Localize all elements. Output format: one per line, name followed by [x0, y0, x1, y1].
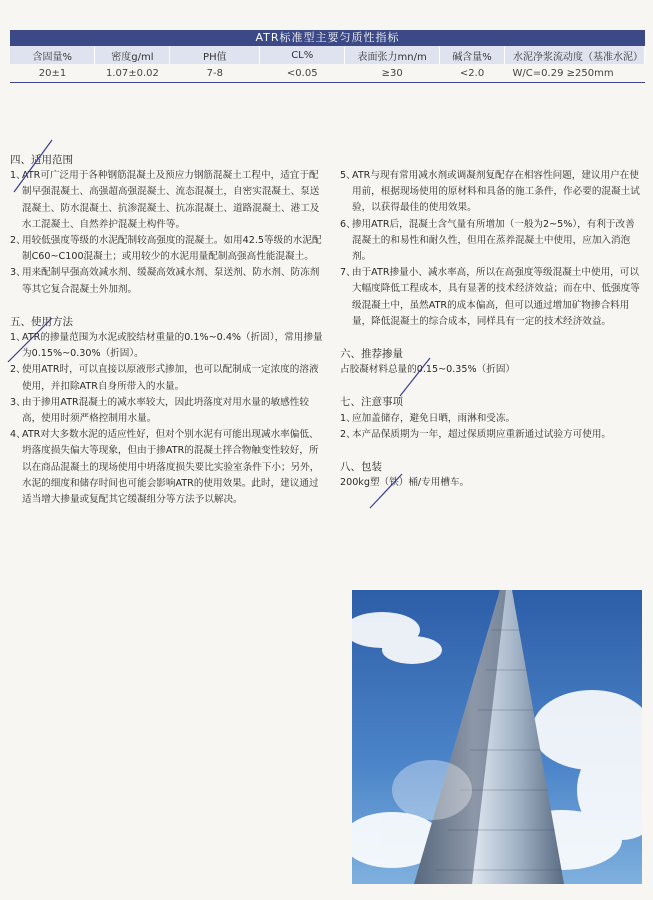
- item-number: 3、: [10, 396, 26, 408]
- item-number: 2、: [10, 364, 26, 376]
- item-text: ATR与现有常用减水剂或调凝剂复配存在相容性问题，建议用户在使用前，根据现场使用的原材料和具备的施工条件，作必要的混凝土试验，以获得最佳的使用效果。: [352, 170, 640, 214]
- pen-stroke-section8: [370, 474, 402, 508]
- item-number: 3、: [10, 267, 26, 279]
- header-fluidity: 水泥净浆流动度（基准水泥）: [505, 46, 645, 64]
- item-number: 5、: [340, 170, 356, 181]
- item-text: 由于掺用ATR混凝土的减水率较大，因此坍落度对用水量的敏感性较高，使用时须严格控制用水量。: [22, 396, 309, 425]
- sun-glare: [392, 760, 472, 820]
- section-6-heading: 六、推荐掺量: [340, 348, 403, 361]
- section-5-heading: 五、使用方法: [10, 315, 73, 328]
- value-alkali: <2.0: [440, 64, 505, 83]
- skyscraper-photo: [352, 590, 642, 884]
- section-8-heading: 八、包装: [340, 461, 382, 474]
- value-density: 1.07±0.02: [95, 64, 170, 83]
- item-number: 4、: [10, 429, 26, 441]
- item-number: 1、: [10, 332, 26, 344]
- item-text: 应加盖储存，避免日晒，雨淋和受冻。: [352, 412, 516, 424]
- header-ph: PH值: [170, 46, 260, 64]
- pen-stroke-section4: [14, 140, 52, 192]
- item-number: 1、: [340, 412, 356, 424]
- value-fluidity: W/C=0.29 ≥250mm: [505, 64, 645, 83]
- pen-stroke-section6: [400, 358, 430, 396]
- item-text: 使用ATR时，可以直接以原液形式掺加，也可以配制成一定浓度的溶液使用，并扣除ATR自身所带入的水量。: [22, 364, 319, 392]
- item-number: 2、: [340, 428, 356, 440]
- item-text: ATR的掺量范围为水泥或胶结材重量的0.1%~0.4%（折固），常用掺量为0.15%~0.30%（折固）。: [22, 332, 323, 360]
- item-text: 本产品保质期为一年，超过保质期应重新通过试验方可使用。: [352, 428, 612, 440]
- header-chloride: CL%: [260, 46, 345, 64]
- skyscraper-illustration: [352, 590, 642, 884]
- header-density: 密度g/ml: [95, 46, 170, 64]
- item-text: 由于ATR掺量小、减水率高，所以在高强度等级混凝土中使用，可以大幅度降低工程成本，具有显著的技术经济效益；而在中、低强度等级混凝土中，虽然ATR的成本偏高，但可以通过增加矿物掺合料用量，降低混凝土的综合成本，同样具有一定的技术经济效益。: [352, 267, 640, 327]
- section-6-text: 占胶凝材料总量的0.15~0.35%（折固）: [340, 364, 516, 376]
- item-number: 7、: [340, 267, 356, 279]
- item-text: ATR可广泛用于各种钢筋混凝土及预应力钢筋混凝土工程中，适宜于配制早强混凝土、高强超高强混凝土、流态混凝土，自密实混凝土、泵送混凝土、防水混凝土、抗渗混凝土、抗冻混凝土、道路混凝土、港工及水工混凝土、自然养护混凝土构件等。: [22, 170, 320, 230]
- value-surface-tension: ≥30: [345, 64, 440, 83]
- value-ph: 7-8: [170, 64, 260, 83]
- header-solid-content: 含固量%: [10, 46, 95, 64]
- value-chloride: <0.05: [260, 64, 345, 83]
- header-surface-tension: 表面张力mn/m: [345, 46, 440, 64]
- pen-stroke-section5: [8, 318, 52, 362]
- spec-table-title: ATR标准型主要匀质性指标: [10, 30, 645, 46]
- item-number: 1、: [10, 170, 26, 182]
- header-alkali: 碱含量%: [440, 46, 505, 64]
- item-text: ATR对大多数水泥的适应性好，但对个别水泥有可能出现减水率偏低、坍落度损失偏大等现象，但由于掺ATR的混凝土拌合物触变性较好，所以在商品混凝土的现场使用中坍落度损失要比实验室条件下小；另外，水泥的细度和储存时间也可能会影响ATR的使用效果。此时，建议通过适当增大掺量或复配其它缓凝组分等方法予以解决。: [22, 429, 320, 506]
- item-number: 2、: [10, 235, 26, 247]
- section-8-text: 200kg塑（铁）桶/专用槽车。: [340, 477, 470, 489]
- item-text: 用来配制早强高效减水剂、缓凝高效减水剂、泵送剂、防水剂、防冻剂等其它复合混凝土外加剂。: [22, 267, 320, 295]
- section-7-heading: 七、注意事项: [340, 396, 403, 409]
- item-text: 掺用ATR后，混凝土含气量有所增加（一般为2~5%），有利于改善混凝土的和易性和耐久性，但用在蒸养混凝土中使用，应加入消泡剂。: [352, 218, 635, 263]
- value-solid-content: 20±1: [10, 64, 95, 83]
- item-text: 用较低强度等级的水泥配制较高强度的混凝土。如用42.5等级的水泥配制C60~C100混凝土；或用较少的水泥用量配制高强高性能混凝土。: [22, 235, 322, 263]
- item-number: 6、: [340, 218, 356, 230]
- section-4-heading: 四、适用范围: [10, 154, 73, 166]
